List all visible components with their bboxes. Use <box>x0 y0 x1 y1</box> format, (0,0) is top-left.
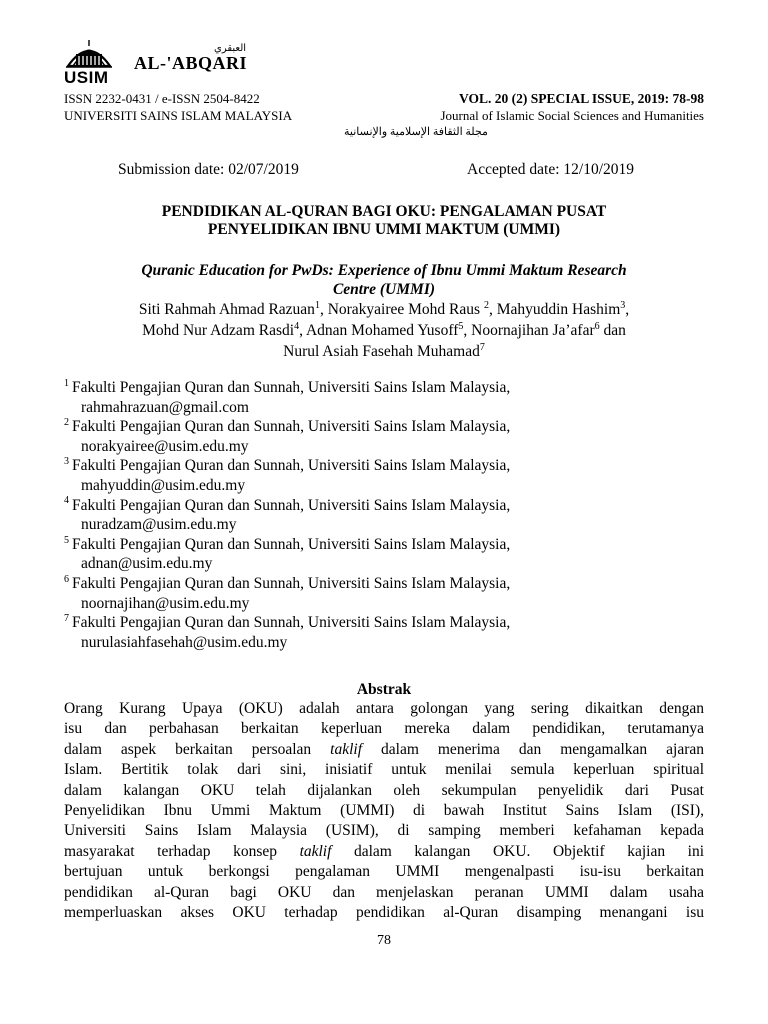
abstract-line: dalam kalangan OKU telah dijalankan oleh sekumpulan penyelidik dari Pusat <box>64 781 704 799</box>
author-line: Mohd Nur Adzam Rasdi$^4$, Adnan Mohamed Yusoff$^5$, Noornajihan Ja’afar$^6$ dan <box>142 320 626 339</box>
affiliation-email: norakyairee@usim.edu.my <box>81 437 249 455</box>
abstract-line: dalam aspek berkaitan persoalan taklif dalam menerima dan mengamalkan ajaran <box>64 740 704 758</box>
author-line: Siti Rahmah Ahmad Razuan$^1$, Norakyairee Mohd Raus $^2$, Mahyuddin Hashim$^3$, <box>138 299 630 318</box>
affiliation-email: nurulasiahfasehah@usim.edu.my <box>81 633 288 651</box>
affiliation-institution: Fakulti Pengajian Quran dan Sunnah, Universiti Sains Islam Malaysia, <box>72 379 511 396</box>
author-name: Mahyuddin Hashim <box>496 301 621 318</box>
abstract-heading: Abstrak <box>356 681 412 698</box>
affiliation-institution: Fakulti Pengajian Quran dan Sunnah, Universiti Sains Islam Malaysia, <box>72 535 511 553</box>
paper-title-line: PENDIDIKAN AL-QURAN BAGI OKU: PENGALAMAN PUSAT <box>161 203 607 220</box>
affiliation-item <box>64 535 704 574</box>
author-ref: 4 <box>294 320 300 332</box>
affiliation-institution: Fakulti Pengajian Quran dan Sunnah, Universiti Sains Islam Malaysia, <box>72 496 511 514</box>
author-ref: 7 <box>479 341 485 353</box>
english-title <box>64 261 704 299</box>
page-number: 78 <box>377 933 391 948</box>
english-title-line: Quranic Education for PwDs: Experience of Ibnu Ummi Maktum Research <box>141 262 627 279</box>
affiliation-institution: Fakulti Pengajian Quran dan Sunnah, Universiti Sains Islam Malaysia, <box>72 457 511 475</box>
affiliation-list <box>64 378 704 652</box>
issn-text: ISSN 2232-0431 / e-ISSN 2504-8422 <box>64 91 260 106</box>
abstract-line: Penyelidikan Ibnu Ummi Maktum (UMMI) di bawah Institut Sains Islam (ISI), <box>64 802 704 820</box>
author-name: Noornajihan Ja’afar <box>471 322 595 339</box>
author-list <box>64 299 704 362</box>
affiliation-email: noornajihan@usim.edu.my <box>81 594 250 612</box>
affiliation-item <box>64 613 704 652</box>
affiliation-institution: Fakulti Pengajian Quran dan Sunnah, Universiti Sains Islam Malaysia, <box>72 418 511 436</box>
affiliation-item <box>64 378 704 417</box>
logo-arabic-text: العبقري <box>214 43 247 54</box>
issn-block <box>64 90 292 124</box>
journal-logo <box>64 34 264 86</box>
italic-term: taklif <box>330 740 363 758</box>
usim-wordmark: USIM <box>64 68 109 87</box>
author-name: Adnan Mohamed Yusoff <box>305 322 459 339</box>
author-ref: 5 <box>458 320 464 332</box>
author-ref: 3 <box>620 299 626 311</box>
affiliation-email: adnan@usim.edu.my <box>81 555 213 573</box>
affiliation-institution: Fakulti Pengajian Quran dan Sunnah, Universiti Sains Islam Malaysia, <box>72 614 511 632</box>
author-name: Mohd Nur Adzam Rasdi <box>142 322 295 339</box>
usim-emblem-icon <box>64 34 114 70</box>
abstract-line: Islam. Bertitik tolak dari sini, inisiatif untuk menilai semula keperluan spiritual <box>64 761 704 779</box>
author-ref: 1 <box>314 299 320 311</box>
affiliation-email: rahmahrazuan@gmail.com <box>81 398 249 416</box>
affiliation-number: 1 <box>64 377 69 389</box>
author-name: Norakyairee Mohd Raus <box>327 301 481 318</box>
volume-info: VOL. 20 (2) SPECIAL ISSUE, 2019: 78-98 <box>458 91 704 106</box>
author-line <box>64 341 704 362</box>
affiliation-number: 4 <box>64 495 69 507</box>
journal-name: Journal of Islamic Social Sciences and Humanities <box>440 108 704 123</box>
author-ref: 2 <box>483 299 489 311</box>
volume-block <box>344 90 704 141</box>
author-name: Nurul Asiah Fasehah Muhamad <box>283 343 480 360</box>
affiliation-item <box>64 417 704 456</box>
abstract-line: isu dan perbahasan berkaitan keperluan mereka dalam pendidikan, terutamanya <box>64 720 704 738</box>
abstract-line: memperluaskan akses OKU terhadap pendidikan al-Quran disamping menangani isu <box>64 904 704 922</box>
university-name: UNIVERSITI SAINS ISLAM MALAYSIA <box>64 108 293 123</box>
affiliation-number: 6 <box>64 573 69 585</box>
affiliation-institution: Fakulti Pengajian Quran dan Sunnah, Universiti Sains Islam Malaysia, <box>72 574 511 592</box>
affiliation-number: 2 <box>64 417 69 429</box>
author-name: Siti Rahmah Ahmad Razuan <box>138 301 315 318</box>
abstract-body <box>64 699 704 923</box>
journal-name-arabic: مجلة الثقافة الإسلامية والإنسانية <box>344 126 488 138</box>
paper-title <box>64 203 704 239</box>
accepted-date: Accepted date: 12/10/2019 <box>467 161 635 178</box>
affiliation-item <box>64 456 704 495</box>
italic-term: taklif <box>299 842 332 860</box>
author-ref: 6 <box>594 320 600 332</box>
abstract-line: pendidikan al-Quran bagi OKU dan menjelaskan peranan UMMI dalam usaha <box>64 883 704 901</box>
author-conjunction: dan <box>603 322 626 339</box>
english-title-line: Centre (UMMI) <box>332 281 436 298</box>
abstract-line: Orang Kurang Upaya (OKU) adalah antara golongan yang sering dikaitkan dengan <box>64 700 704 717</box>
abstract-line: masyarakat terhadap konsep taklif dalam kalangan OKU. Objektif kajian ini <box>64 842 705 860</box>
affiliation-item <box>64 496 704 535</box>
affiliation-number: 3 <box>64 456 69 468</box>
affiliation-number: 7 <box>64 612 69 624</box>
submission-date: Submission date: 02/07/2019 <box>118 161 299 178</box>
journal-brand-name: AL-'ABQARI <box>134 53 248 73</box>
abstract-line: bertujuan untuk berkongsi pengalaman UMMI mengenalpasti isu-isu berkaitan <box>64 863 704 881</box>
affiliation-item <box>64 574 704 613</box>
affiliation-email: mahyuddin@usim.edu.my <box>81 476 246 494</box>
paper-title-line: PENYELIDIKAN IBNU UMMI MAKTUM (UMMI) <box>207 221 561 238</box>
affiliation-number: 5 <box>64 534 69 546</box>
abstract-line: Universiti Sains Islam Malaysia (USIM), di samping memberi kefahaman kepada <box>64 822 704 840</box>
affiliation-email: nuradzam@usim.edu.my <box>81 516 237 534</box>
